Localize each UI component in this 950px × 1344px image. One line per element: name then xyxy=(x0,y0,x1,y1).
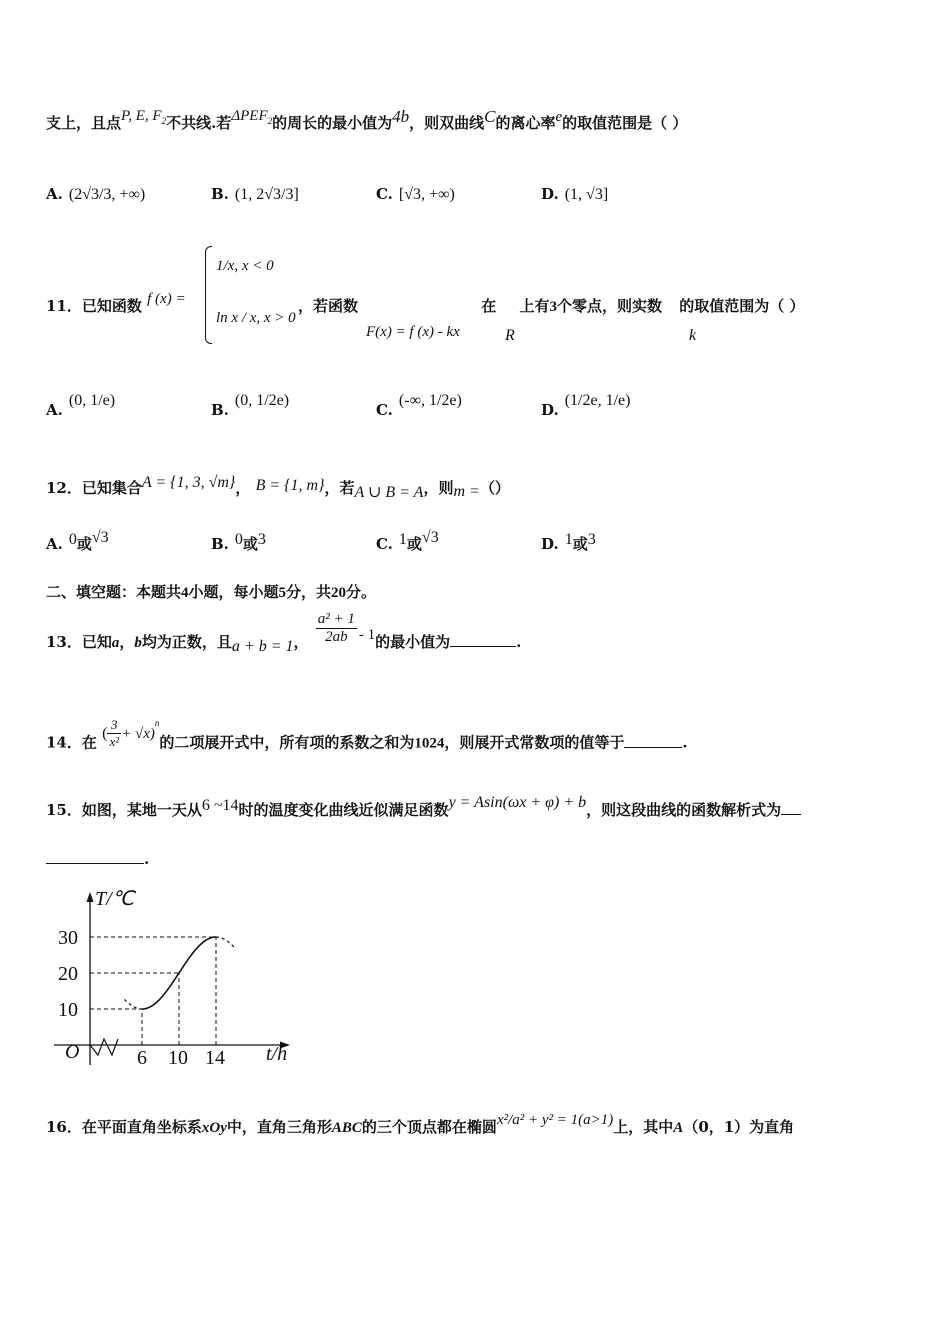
time-range: 6 ~14 xyxy=(201,797,239,814)
piecewise-brace xyxy=(205,246,212,344)
set-A: A = {1, 3, √m} xyxy=(141,474,236,491)
answer-blank-15b[interactable] xyxy=(46,863,144,864)
piecewise-case-2: ln x / x, x > 0 xyxy=(216,310,296,326)
fraction-expr: $\frac{\text{a² + 1}}{2ab}$ xyxy=(317,610,355,645)
function-f: f (x) = xyxy=(147,291,186,307)
x-tick-label-10: 10 xyxy=(168,1047,188,1069)
option-b[interactable]: B. (1, 2√3/3] xyxy=(211,185,299,203)
question-15-cont: . xyxy=(46,850,149,868)
curve-extension-left xyxy=(124,999,141,1009)
q11-option-b[interactable]: B.(0, 1/2e) xyxy=(211,392,290,419)
set-B: B = {1, m} xyxy=(255,477,325,494)
param-k: k xyxy=(689,327,697,344)
q12-option-c[interactable]: C. 1或√3 xyxy=(376,529,439,553)
union-condition: A ∪ B = A xyxy=(354,484,424,501)
q10-continuation: 支上，且点P, E, $F_2$不共线.若$\Delta PEF_2$的周长的最小值为4b，则双曲线C的离心率e的取值范围是（ ） xyxy=(46,107,688,132)
q11-option-d[interactable]: D.(1/2e, 1/e) xyxy=(541,392,631,419)
temperature-chart xyxy=(40,880,310,1075)
piecewise-case-1: 1/x, x < 0 xyxy=(216,258,274,274)
x-tick-label-6: 6 xyxy=(137,1047,147,1069)
option-b-value: (1, 2√3/3] xyxy=(234,186,299,203)
q11-option-a[interactable]: A.(0, 1/e) xyxy=(46,392,116,419)
origin-label: O xyxy=(65,1041,80,1063)
curve-name: C xyxy=(484,107,496,126)
curve-extension-right xyxy=(216,937,235,948)
x-tick-label-14: 14 xyxy=(205,1047,225,1069)
y-tick-label-20: 20 xyxy=(58,963,78,985)
q12-option-d[interactable]: D. 1或3 xyxy=(541,531,596,553)
function-F: F(x) = f (x) - kx xyxy=(366,324,460,340)
q12-option-b[interactable]: B. 0或3 xyxy=(211,531,266,553)
option-a-value: (2√3/3, +∞) xyxy=(68,186,146,203)
option-c-value: [√3, +∞) xyxy=(398,186,455,203)
axis-break-icon xyxy=(90,1039,118,1055)
option-a[interactable]: A. (2√3/3, +∞) xyxy=(46,185,146,203)
section-2-heading: 二、填空题：本题共4小题，每小题5分，共20分。 xyxy=(46,583,377,601)
points-expr: P, E, $F_2$ xyxy=(121,108,167,126)
question-11: 11．已知函数 f (x) = xyxy=(46,291,186,315)
option-c[interactable]: C. [√3, +∞) xyxy=(376,185,455,203)
x-axis-label: t/h xyxy=(266,1043,288,1065)
triangle-expr: $\Delta PEF_2$ xyxy=(231,108,273,126)
y-axis-arrow xyxy=(87,892,94,902)
q12-option-a[interactable]: A. 0或√3 xyxy=(46,529,109,553)
eccentricity-symbol: e xyxy=(555,109,563,125)
y-tick-label-10: 10 xyxy=(58,999,78,1021)
question-12: 12．已知集合A = {1, 3, √m}， B = {1, m}，若A ∪ B = A，则m =（） xyxy=(46,474,510,501)
set-R: R xyxy=(505,327,515,344)
sine-function: y = Asin(ωx + φ) + b xyxy=(448,794,587,811)
ellipse-equation: x²/a² + y² = 1(a>1) xyxy=(496,1112,614,1128)
option-d-value: (1, √3] xyxy=(564,186,609,203)
question-13: 13．已知a，b均为正数，且a + b = 1， $\frac{\text{a² + 1}}{2ab}$ - 1的最小值为 . xyxy=(46,610,522,655)
question-16: 16．在平面直角坐标系xOy中，直角三角形ABC的三个顶点都在椭圆x²/a² + y² = 1(a>1)上，其中A（0，1）为直角 xyxy=(46,1112,795,1136)
question-11-tail: ，若函数 在 上有3个零点，则实数 的取值范围为（ ） xyxy=(298,297,805,315)
y-tick-label-30: 30 xyxy=(58,927,78,949)
answer-blank-13[interactable] xyxy=(450,646,516,647)
perimeter-value: 4b xyxy=(392,107,410,126)
answer-blank-14[interactable] xyxy=(624,747,682,748)
sum-condition: a + b = 1 xyxy=(231,638,294,655)
binomial-term: $\frac{3}{\text{x²}}$ xyxy=(109,717,120,749)
option-d[interactable]: D. (1, √3] xyxy=(541,185,609,203)
q11-option-c[interactable]: C.(-∞, 1/2e) xyxy=(376,392,462,419)
question-15: 15．如图，某地一天从6 ~14时的温度变化曲线近似满足函数y = Asin(ωx + φ) + b，则这段曲线的函数解析式为 xyxy=(46,799,801,820)
y-axis-label: T/℃ xyxy=(95,888,135,910)
var-m: m = xyxy=(453,483,480,500)
question-14: 14．在 ( $\frac{3}{\text{x²}}$ + √x)$^n$的二项展开式中，所有项的系数之和为1024，则展开式常数项的值等于 . xyxy=(46,717,688,752)
answer-blank-15a[interactable] xyxy=(781,814,801,815)
